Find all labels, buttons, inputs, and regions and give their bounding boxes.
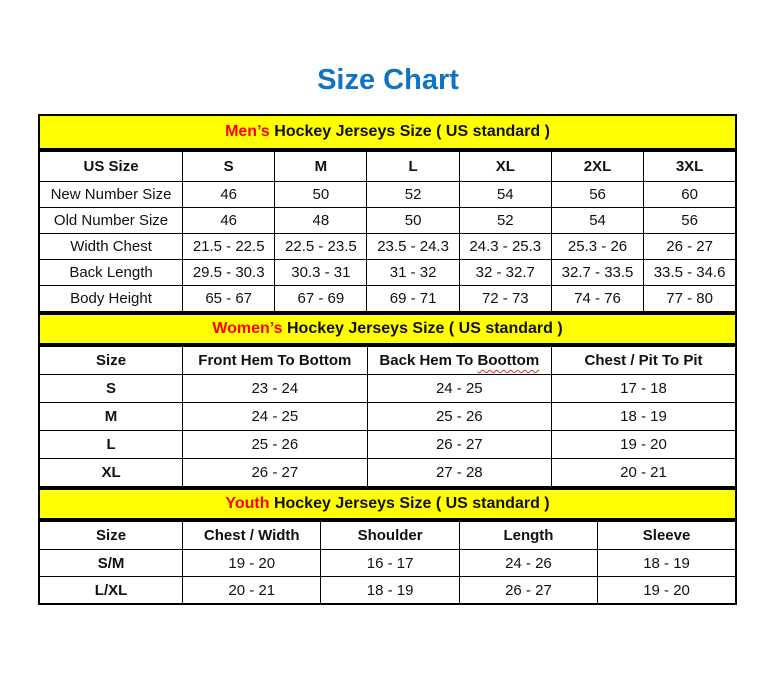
size-value: 52 <box>459 208 551 234</box>
size-value: 77 - 80 <box>644 286 736 313</box>
size-value: 29.5 - 30.3 <box>183 260 275 286</box>
table-row <box>39 286 736 313</box>
size-value: 18 - 19 <box>598 550 736 577</box>
header-row <box>39 521 736 550</box>
table-row <box>39 375 736 403</box>
size-value: 74 - 76 <box>551 286 643 313</box>
size-value: 54 <box>551 208 643 234</box>
column-header: Length <box>459 521 597 550</box>
mens-size-table <box>38 150 737 313</box>
womens-size-table <box>38 345 737 488</box>
size-value: 67 - 69 <box>275 286 367 313</box>
size-value: 27 - 28 <box>367 459 551 488</box>
size-value: 56 <box>551 182 643 208</box>
size-value: 24 - 25 <box>367 375 551 403</box>
table-row <box>39 208 736 234</box>
size-value: 33.5 - 34.6 <box>644 260 736 286</box>
womens-section-highlight: Women’s <box>212 320 283 337</box>
mens-section-header <box>38 114 737 150</box>
womens-section <box>38 313 737 488</box>
size-value: 60 <box>644 182 736 208</box>
youth-section-title: Hockey Jerseys Size ( US standard ) <box>269 495 550 512</box>
size-value: 25 - 26 <box>183 431 367 459</box>
youth-section <box>38 488 737 605</box>
size-value: 19 - 20 <box>183 550 321 577</box>
column-header: XL <box>459 151 551 182</box>
page-title: Size Chart <box>317 64 459 96</box>
size-value: 25.3 - 26 <box>551 234 643 260</box>
size-value: 19 - 20 <box>598 577 736 605</box>
mens-section <box>38 114 737 313</box>
size-value: 46 <box>183 182 275 208</box>
size-value: 20 - 21 <box>552 459 736 488</box>
header-row <box>39 346 736 375</box>
size-value: 24.3 - 25.3 <box>459 234 551 260</box>
column-header: Sleeve <box>598 521 736 550</box>
column-header: S <box>183 151 275 182</box>
size-value: 20 - 21 <box>183 577 321 605</box>
column-header: M <box>275 151 367 182</box>
size-value: 17 - 18 <box>552 375 736 403</box>
misspelled-word: Boottom <box>477 352 540 369</box>
row-label: Body Height <box>39 286 183 313</box>
size-value: 26 - 27 <box>644 234 736 260</box>
column-header: Size <box>39 521 183 550</box>
row-label: L <box>39 431 183 459</box>
column-header: L <box>367 151 459 182</box>
size-value: 18 - 19 <box>321 577 459 605</box>
size-value: 22.5 - 23.5 <box>275 234 367 260</box>
size-value: 69 - 71 <box>367 286 459 313</box>
size-value: 32 - 32.7 <box>459 260 551 286</box>
size-value: 26 - 27 <box>367 431 551 459</box>
row-label: L/XL <box>39 577 183 605</box>
column-header: 3XL <box>644 151 736 182</box>
size-value: 23 - 24 <box>183 375 367 403</box>
size-value: 31 - 32 <box>367 260 459 286</box>
header-row <box>39 151 736 182</box>
table-row <box>39 431 736 459</box>
table-row <box>39 550 736 577</box>
size-value: 30.3 - 31 <box>275 260 367 286</box>
size-value: 56 <box>644 208 736 234</box>
size-value: 46 <box>183 208 275 234</box>
column-header: Chest / Width <box>183 521 321 550</box>
row-label: S/M <box>39 550 183 577</box>
size-value: 72 - 73 <box>459 286 551 313</box>
column-header: Back Hem To Boottom <box>367 346 551 375</box>
mens-section-highlight: Men’s <box>225 123 270 140</box>
size-value: 21.5 - 22.5 <box>183 234 275 260</box>
size-value: 24 - 26 <box>459 550 597 577</box>
size-value: 18 - 19 <box>552 403 736 431</box>
mens-section-title: Hockey Jerseys Size ( US standard ) <box>269 123 550 140</box>
table-row <box>39 577 736 605</box>
row-label: Old Number Size <box>39 208 183 234</box>
column-header: Shoulder <box>321 521 459 550</box>
size-chart <box>38 114 737 605</box>
youth-section-highlight: Youth <box>225 495 270 512</box>
column-header: US Size <box>39 151 183 182</box>
size-value: 23.5 - 24.3 <box>367 234 459 260</box>
table-row <box>39 182 736 208</box>
table-row <box>39 459 736 488</box>
size-value: 16 - 17 <box>321 550 459 577</box>
size-value: 52 <box>367 182 459 208</box>
row-label: New Number Size <box>39 182 183 208</box>
row-label: XL <box>39 459 183 488</box>
size-value: 26 - 27 <box>459 577 597 605</box>
column-header: 2XL <box>551 151 643 182</box>
youth-size-table <box>38 520 737 605</box>
row-label: S <box>39 375 183 403</box>
column-header: Size <box>39 346 183 375</box>
size-value: 50 <box>367 208 459 234</box>
size-value: 19 - 20 <box>552 431 736 459</box>
size-value: 24 - 25 <box>183 403 367 431</box>
table-row <box>39 260 736 286</box>
size-value: 48 <box>275 208 367 234</box>
size-value: 65 - 67 <box>183 286 275 313</box>
womens-section-title: Hockey Jerseys Size ( US standard ) <box>282 320 563 337</box>
size-value: 50 <box>275 182 367 208</box>
size-value: 25 - 26 <box>367 403 551 431</box>
row-label: Width Chest <box>39 234 183 260</box>
size-value: 54 <box>459 182 551 208</box>
youth-section-header <box>38 488 737 520</box>
column-header: Chest / Pit To Pit <box>552 346 736 375</box>
size-value: 26 - 27 <box>183 459 367 488</box>
row-label: M <box>39 403 183 431</box>
table-row <box>39 234 736 260</box>
column-header: Front Hem To Bottom <box>183 346 367 375</box>
size-value: 32.7 - 33.5 <box>551 260 643 286</box>
womens-section-header <box>38 313 737 345</box>
row-label: Back Length <box>39 260 183 286</box>
table-row <box>39 403 736 431</box>
